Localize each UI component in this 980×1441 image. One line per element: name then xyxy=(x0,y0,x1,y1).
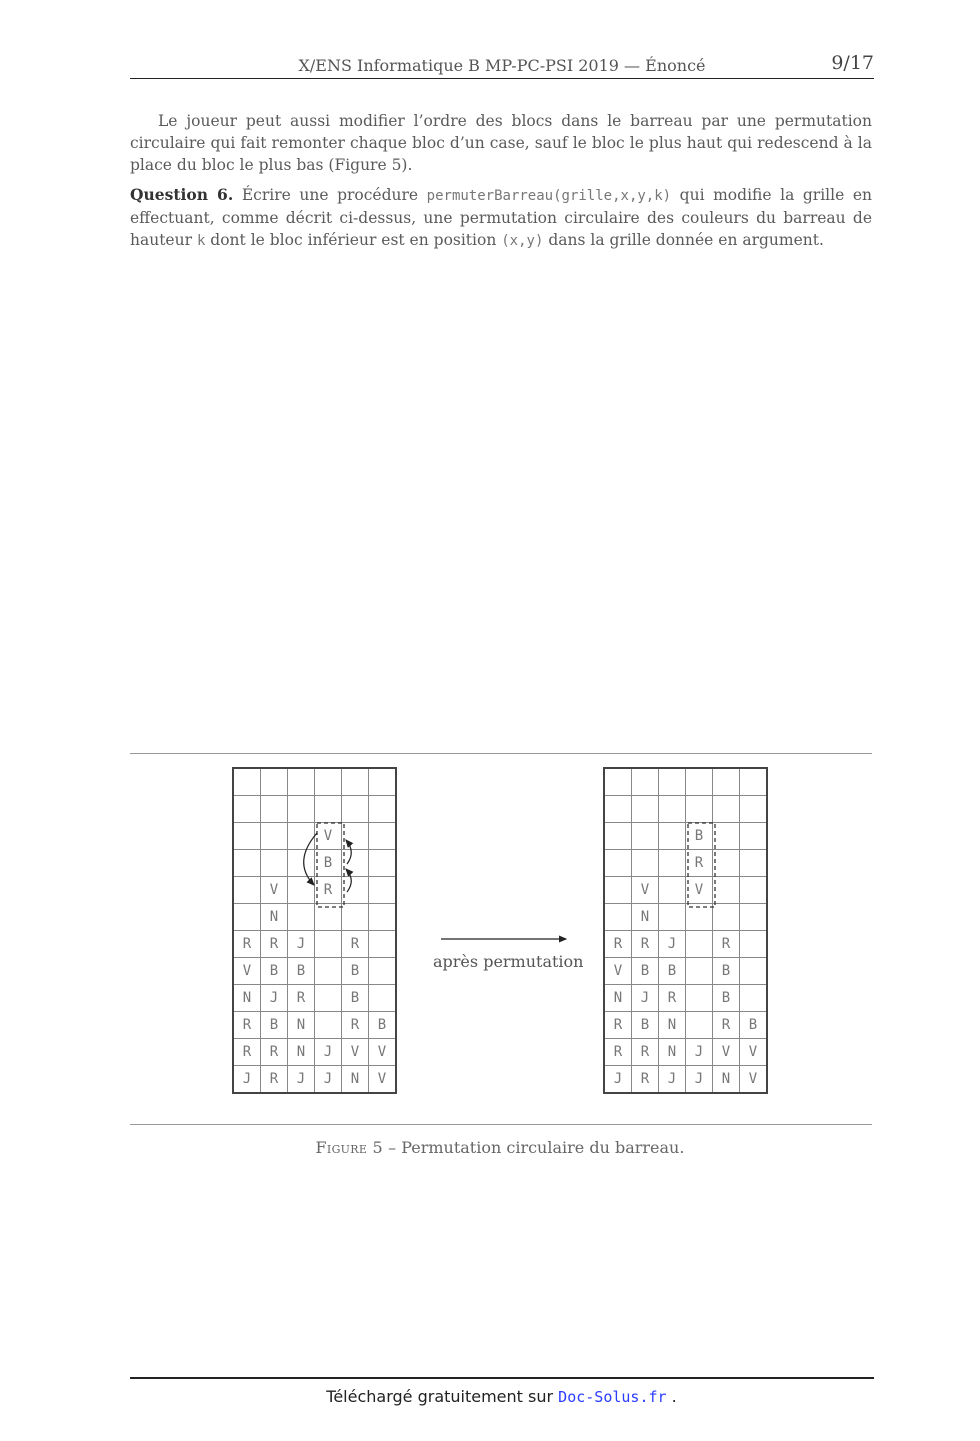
grid-cell: B xyxy=(288,958,315,985)
grid-cell xyxy=(713,850,740,877)
grid-cell: J xyxy=(288,1066,315,1094)
grid-cell: V xyxy=(740,1066,768,1094)
grid-cell: J xyxy=(686,1066,713,1094)
grid-cell: B xyxy=(713,985,740,1012)
grid-row xyxy=(233,985,396,1012)
grid-cell: R xyxy=(315,877,342,904)
grid-cell: V xyxy=(261,877,288,904)
grid-cell: J xyxy=(686,1039,713,1066)
grid-row xyxy=(233,850,396,877)
grid-cell xyxy=(740,985,768,1012)
grid-cell: V xyxy=(342,1039,369,1066)
grid-cell xyxy=(686,796,713,823)
grid-row xyxy=(604,796,767,823)
grid-cell xyxy=(632,823,659,850)
grid-cell: R xyxy=(604,1039,632,1066)
header-title: X/ENS Informatique B MP-PC-PSI 2019 — Énoncé xyxy=(298,56,706,75)
grid-cell xyxy=(315,931,342,958)
grid-cell xyxy=(288,823,315,850)
grid-cell: J xyxy=(233,1066,261,1094)
grid-cell xyxy=(659,877,686,904)
grid-cell xyxy=(369,823,397,850)
grid-cell xyxy=(261,768,288,796)
grid-row xyxy=(233,1039,396,1066)
grid-cell: B xyxy=(342,985,369,1012)
grid-cell xyxy=(369,904,397,931)
grid-cell xyxy=(604,823,632,850)
grid-cell xyxy=(659,823,686,850)
code-xy: (x,y) xyxy=(501,233,544,249)
code-procedure: permuterBarreau(grille,x,y,k) xyxy=(426,188,672,204)
grid-cell: N xyxy=(342,1066,369,1094)
grid-cell: R xyxy=(632,1066,659,1094)
grid-cell xyxy=(288,904,315,931)
grid-cell xyxy=(369,958,397,985)
question-6 xyxy=(130,184,872,252)
grid-cell xyxy=(604,850,632,877)
grid-cell: R xyxy=(604,1012,632,1039)
footer-text: Téléchargé gratuitement sur xyxy=(326,1387,559,1406)
grid-cell: V xyxy=(740,1039,768,1066)
grid-cell: R xyxy=(713,931,740,958)
grid-cell: R xyxy=(261,1066,288,1094)
grid-before xyxy=(232,767,397,1094)
grid-row xyxy=(604,877,767,904)
grid-cell xyxy=(233,768,261,796)
grid-cell: B xyxy=(632,958,659,985)
grid-cell xyxy=(369,985,397,1012)
grid-cell xyxy=(659,850,686,877)
grid-cell: J xyxy=(315,1039,342,1066)
grid-cell xyxy=(315,958,342,985)
page-number: 9/17 xyxy=(831,52,874,74)
grid-cell: N xyxy=(604,985,632,1012)
grid-cell: R xyxy=(233,1039,261,1066)
grid-cell xyxy=(288,877,315,904)
grid-row xyxy=(604,768,767,796)
grid-cell: V xyxy=(369,1066,397,1094)
grid-cell: N xyxy=(233,985,261,1012)
body-text xyxy=(130,110,872,260)
doc-solus-link[interactable]: Doc-Solus.fr xyxy=(558,1388,667,1406)
grid-cell: V xyxy=(233,958,261,985)
grid-cell: B xyxy=(713,958,740,985)
grid-cell xyxy=(740,796,768,823)
grid-cell xyxy=(342,823,369,850)
grid-cell xyxy=(740,823,768,850)
grid-cell: R xyxy=(632,1039,659,1066)
grid-cell xyxy=(342,796,369,823)
grid-cell xyxy=(233,823,261,850)
grid-row xyxy=(233,796,396,823)
grid-row xyxy=(233,768,396,796)
grid-cell: B xyxy=(315,850,342,877)
grid-cell: N xyxy=(288,1039,315,1066)
question-label: Question 6. xyxy=(130,185,234,204)
grid-cell xyxy=(740,768,768,796)
figure-top-rule xyxy=(130,753,872,754)
grid-cell: R xyxy=(342,1012,369,1039)
grid-cell xyxy=(713,796,740,823)
grid-cell: J xyxy=(632,985,659,1012)
footer xyxy=(0,1387,980,1406)
grid-cell xyxy=(604,768,632,796)
grid-cell: J xyxy=(315,1066,342,1094)
grid-cell xyxy=(686,931,713,958)
grid-row xyxy=(233,931,396,958)
grid-cell: B xyxy=(369,1012,397,1039)
grid-row xyxy=(604,1066,767,1094)
question-text-4: dans la grille donnée en argument. xyxy=(543,231,824,249)
question-text-3: dont le bloc inférieur est en position xyxy=(205,231,502,249)
grid-row xyxy=(604,904,767,931)
grid-cell: R xyxy=(233,1012,261,1039)
grid-cell: B xyxy=(261,1012,288,1039)
grid-cell: R xyxy=(659,985,686,1012)
grid-row xyxy=(604,1039,767,1066)
grid-cell xyxy=(740,850,768,877)
grid-cell: R xyxy=(288,985,315,1012)
figure-number: Figure 5 xyxy=(315,1138,384,1157)
grid-row xyxy=(604,931,767,958)
grid-cell xyxy=(740,931,768,958)
grid-cell: N xyxy=(659,1012,686,1039)
grid-cell xyxy=(740,958,768,985)
grid-cell xyxy=(261,850,288,877)
footer-end: . xyxy=(666,1387,677,1406)
grid-cell xyxy=(369,796,397,823)
grid-cell: J xyxy=(604,1066,632,1094)
grid-cell xyxy=(288,850,315,877)
grid-cell xyxy=(315,904,342,931)
grid-row xyxy=(233,823,396,850)
grid-row xyxy=(604,958,767,985)
grid-row xyxy=(233,1066,396,1094)
grid-cell xyxy=(740,904,768,931)
caption-text: – Permutation circulaire du barreau. xyxy=(383,1138,685,1157)
grid-cell xyxy=(632,768,659,796)
grid-cell xyxy=(740,877,768,904)
grid-cell: N xyxy=(261,904,288,931)
grid-cell xyxy=(659,904,686,931)
grid-cell: R xyxy=(686,850,713,877)
grid-cell xyxy=(686,985,713,1012)
question-text-2: qui modifie la grille en effectuant, comme décrit ci-dessus, une permutation circulaire des couleurs du barreau de hauteur xyxy=(130,186,872,249)
grid-cell xyxy=(686,958,713,985)
grid-cell xyxy=(686,1012,713,1039)
grid-cell xyxy=(233,850,261,877)
grid-cell: V xyxy=(686,877,713,904)
grid-cell xyxy=(632,850,659,877)
grid-row xyxy=(233,1012,396,1039)
grid-cell: J xyxy=(659,931,686,958)
grid-cell xyxy=(233,796,261,823)
arrow-label: après permutation xyxy=(433,952,584,971)
grid-row xyxy=(233,958,396,985)
grid-cell xyxy=(288,796,315,823)
grid-cell xyxy=(315,796,342,823)
grid-cell: R xyxy=(261,931,288,958)
grid-cell xyxy=(604,796,632,823)
grid-cell: N xyxy=(288,1012,315,1039)
grid-cell: V xyxy=(369,1039,397,1066)
grid-cell xyxy=(369,877,397,904)
grid-cell: N xyxy=(659,1039,686,1066)
grid-cell: B xyxy=(686,823,713,850)
paragraph-permutation: Le joueur peut aussi modifier l’ordre des blocs dans le barreau par une permutation circulaire qui fait remonter chaque bloc d’un case, sauf le bloc le plus haut qui redescend à la place du bloc le plus bas (Figure 5). xyxy=(130,112,872,174)
grid-cell xyxy=(315,1012,342,1039)
grid-row xyxy=(604,850,767,877)
grid-cell: B xyxy=(261,958,288,985)
grid-cell xyxy=(713,904,740,931)
grid-row xyxy=(604,1012,767,1039)
grid-cell: R xyxy=(233,931,261,958)
grid-cell: B xyxy=(342,958,369,985)
grid-cell xyxy=(369,931,397,958)
grid-cell xyxy=(659,796,686,823)
grid-cell: V xyxy=(713,1039,740,1066)
grid-cell: R xyxy=(261,1039,288,1066)
grid-cell xyxy=(686,768,713,796)
grid-cell xyxy=(604,877,632,904)
grid-cell xyxy=(632,796,659,823)
grid-cell xyxy=(261,823,288,850)
grid-cell: R xyxy=(713,1012,740,1039)
grid-cell xyxy=(315,985,342,1012)
grid-cell: J xyxy=(288,931,315,958)
grid-cell xyxy=(261,796,288,823)
grid-row xyxy=(604,985,767,1012)
grid-cell: B xyxy=(632,1012,659,1039)
grid-cell xyxy=(315,768,342,796)
grid-cell: J xyxy=(261,985,288,1012)
grid-cell: R xyxy=(604,931,632,958)
grid-cell xyxy=(604,904,632,931)
figure-bottom-rule xyxy=(130,1124,872,1125)
grid-cell: V xyxy=(632,877,659,904)
grid-cell: V xyxy=(315,823,342,850)
grid-cell: J xyxy=(659,1066,686,1094)
grid-cell xyxy=(342,768,369,796)
grid-cell xyxy=(233,904,261,931)
footer-rule xyxy=(130,1377,874,1379)
grid-cell xyxy=(686,904,713,931)
grid-row xyxy=(233,904,396,931)
figure-caption xyxy=(0,1138,980,1157)
question-text-1: Écrire une procédure xyxy=(233,186,427,204)
grid-cell xyxy=(342,904,369,931)
grid-row xyxy=(604,823,767,850)
grid-cell: N xyxy=(713,1066,740,1094)
grid-cell xyxy=(659,768,686,796)
grid-cell xyxy=(369,768,397,796)
grid-cell xyxy=(713,823,740,850)
grid-cell xyxy=(342,850,369,877)
grid-cell: R xyxy=(342,931,369,958)
grid-cell xyxy=(342,877,369,904)
page-header xyxy=(130,52,874,79)
grid-cell: V xyxy=(604,958,632,985)
grid-cell: R xyxy=(632,931,659,958)
grid-cell: B xyxy=(659,958,686,985)
grid-cell xyxy=(713,768,740,796)
grid-cell xyxy=(369,850,397,877)
grid-cell xyxy=(288,768,315,796)
grid-after xyxy=(603,767,768,1094)
code-k: k xyxy=(196,233,206,249)
grid-cell xyxy=(713,877,740,904)
grid-row xyxy=(233,877,396,904)
grid-cell xyxy=(233,877,261,904)
grid-cell: B xyxy=(740,1012,768,1039)
grid-cell: N xyxy=(632,904,659,931)
